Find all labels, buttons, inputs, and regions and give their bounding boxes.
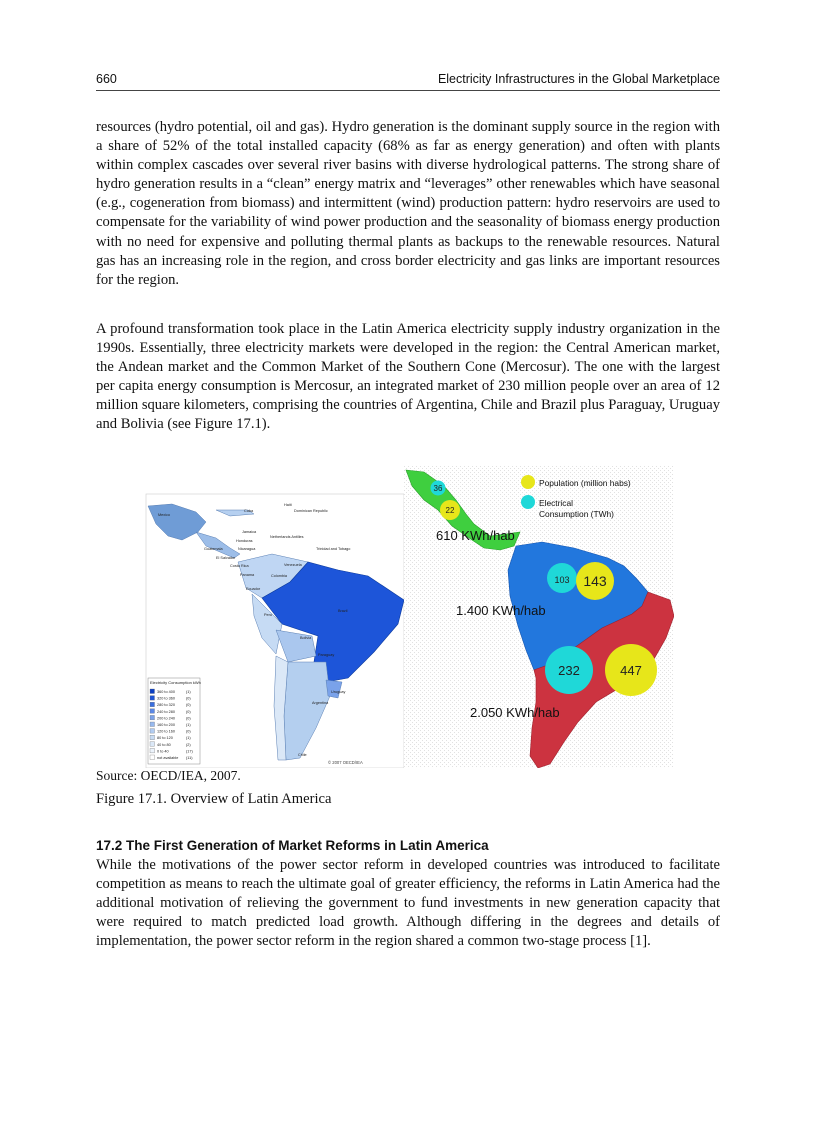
legend-swatch <box>150 689 155 694</box>
legend-swatch <box>150 755 155 760</box>
figure-caption: Figure 17.1. Overview of Latin America <box>96 791 332 807</box>
legend-range: 40 to 80 <box>157 742 171 747</box>
label-nicaragua: Nicaragua <box>238 547 256 551</box>
consumption-legend-title: Electricity Consumption kWh <box>150 680 201 685</box>
legend-range: 0 to 40 <box>157 749 169 754</box>
per-capita-southern-cone: 2.050 KWh/hab <box>470 705 560 720</box>
label-dominican-republic: Dominican Republic <box>294 509 328 513</box>
label-netherlands-antilles: Netherlands Antilles <box>270 535 304 539</box>
per-capita-central-america: 610 KWh/hab <box>436 528 515 543</box>
legend-range: 80 to 120 <box>157 736 173 741</box>
legend-count: (0) <box>186 696 191 701</box>
paragraph-resources: resources (hydro potential, oil and gas). Hydro generation is the dominant supply source in the region with a share of 52% of the total installed capacity (68% as far as energy generation) and often with plants within complex cascades over several river basins with diverse hydrological patterns. The strong share of hydro generation results in a “clean” energy matrix and “leverages” other renewables which have seasonal (e.g., cogeneration from biomass) and intermittent (wind) production pattern: hydro reservoirs are used to compensate for the variability of wind power production and the seasonality of biomass energy production with no need for expensive and polluting thermal plants as backups to the renewable resources. Natural gas has an increasing role in the region, and cross border electricity and gas links are important resources for the region. <box>96 119 720 288</box>
consumption-legend-line1: Electrical <box>539 498 573 508</box>
label-cuba: Cuba <box>244 509 254 513</box>
left-map <box>146 494 404 768</box>
consumption-bubble-value: 232 <box>558 663 580 678</box>
figure-latin-america-overview <box>112 466 674 768</box>
label-bolivia: Bolivia <box>300 636 312 640</box>
label-el-salvador: El Salvador <box>216 556 236 560</box>
legend-swatch <box>150 742 155 747</box>
legend-swatch <box>150 696 155 701</box>
legend-range: 360 to 400 <box>157 690 175 694</box>
legend-range: 280 to 320 <box>157 703 175 708</box>
legend-count: (0) <box>186 703 191 708</box>
label-trinidad-tobago: Trinidad and Tobago <box>316 547 351 551</box>
legend-count: (0) <box>186 729 191 734</box>
legend-count: (1) <box>186 723 191 727</box>
legend-range: 240 to 280 <box>157 709 175 714</box>
legend-swatch <box>150 722 155 727</box>
paragraph-market-reforms: While the motivations of the power sector reform in developed countries was introduced to facilitate competition as means to reach the ultimate goal of greater efficiency, the reforms in Latin America had the additional motivation of relieving the government to fund investments in new generation capacity that were required to match predicted load growth. Although differing in the degrees and details of implementation, the power sector reform in the region shared a common two-stage process [1]. <box>96 857 720 950</box>
legend-count: (0) <box>186 709 191 714</box>
label-panama: Panama <box>240 573 255 577</box>
legend-swatch <box>150 748 155 753</box>
figure-source: Source: OECD/IEA, 2007. <box>96 768 241 783</box>
consumption-legend <box>148 678 201 764</box>
label-peru: Peru <box>264 613 273 617</box>
legend-swatch <box>150 735 155 740</box>
legend-count: (1) <box>186 690 191 694</box>
legend-swatch <box>150 702 155 707</box>
label-uruguay: Uruguay <box>331 690 346 694</box>
consumption-legend-line2: Consumption (TWh) <box>539 509 614 519</box>
legend-range: 200 to 240 <box>157 716 175 721</box>
population-legend-label: Population (million habs) <box>539 478 631 488</box>
label-guatemala: Guatemala <box>204 547 223 551</box>
population-bubble-value: 447 <box>620 663 642 678</box>
legend-swatch <box>150 715 155 720</box>
legend-range: 120 to 160 <box>157 729 175 734</box>
label-paraguay: Paraguay <box>318 653 335 657</box>
label-jamaica: Jamaica <box>242 530 257 534</box>
consumption-legend-swatch <box>521 495 535 509</box>
legend-range: 160 to 200 <box>157 723 175 727</box>
paragraph-transformation: A profound transformation took place in the Latin America electricity supply industry organization in the 1990s. Essentially, three electricity markets were developed in the region: the Central American market, the Andean market and the Common Market of the Southern Cone (Mercosur). The one with the largest per capita energy consumption is Mercosur, an integrated market of 230 million people over an area of 12 million square kilometers, comprising the countries of Argentina, Chile and Brazil plus Paraguay, Uruguay and Bolivia (see Figure 17.1). <box>96 321 720 433</box>
legend-count: (0) <box>186 716 191 721</box>
population-bubble-value: 143 <box>583 573 607 589</box>
section-title: 17.2 The First Generation of Market Reforms in Latin America <box>96 838 489 853</box>
legend-swatch <box>150 709 155 714</box>
legend-range: 320 to 360 <box>157 696 175 701</box>
label-chile: Chile <box>298 753 307 757</box>
population-legend-swatch <box>521 475 535 489</box>
label-brazil: Brazil <box>338 609 348 613</box>
consumption-bubble-value: 36 <box>433 484 443 493</box>
legend-count: (1) <box>186 736 191 741</box>
population-bubble-value: 22 <box>445 506 455 515</box>
page-header <box>96 70 720 91</box>
label-haiti: Haiti <box>284 503 292 507</box>
label-ecuador: Ecuador <box>246 587 261 591</box>
right-map <box>404 466 674 768</box>
legend-count: (17) <box>186 749 193 754</box>
label-honduras: Honduras <box>236 539 253 543</box>
label-argentina: Argentina <box>312 701 329 705</box>
label-venezuela: Venezuela <box>284 563 302 567</box>
label-mexico: Mexico <box>158 513 171 517</box>
left-map-copyright: © 2007 OECD/IEA <box>328 760 363 765</box>
label-costa-rica: Costa Rica <box>230 564 249 568</box>
legend-swatch <box>150 729 155 734</box>
running-title: Electricity Infrastructures in the Global Marketplace <box>437 72 720 86</box>
legend-count: (11) <box>186 756 193 760</box>
consumption-bubble-value: 103 <box>554 575 570 585</box>
page-number: 660 <box>96 72 117 86</box>
legend-count: (2) <box>186 742 191 747</box>
legend-range: not available <box>157 756 179 760</box>
per-capita-andean: 1.400 KWh/hab <box>456 603 546 618</box>
label-colombia: Colombia <box>271 574 288 578</box>
